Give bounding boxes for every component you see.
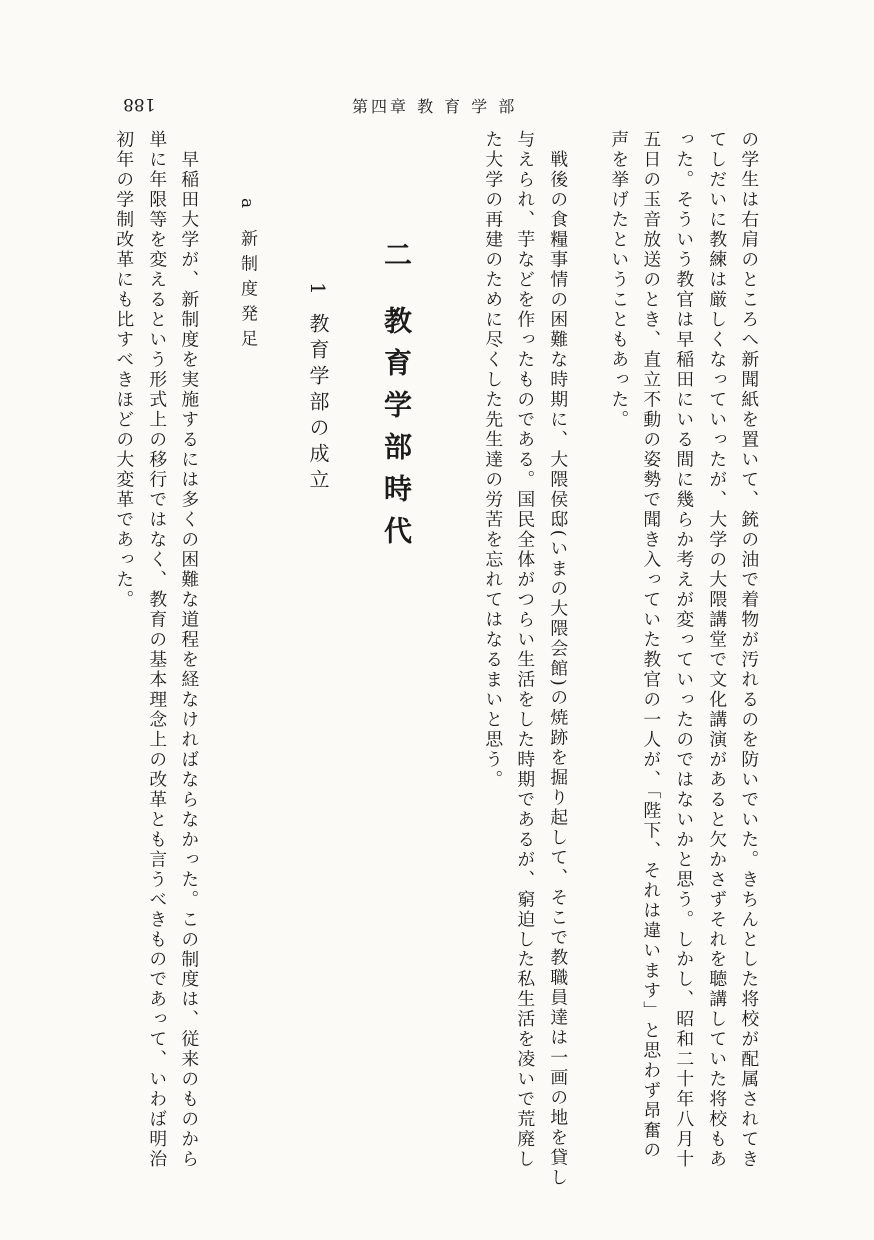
subsubsection-heading: a 新制度発足 [237, 198, 257, 355]
section-text-line: 初年の学制改革にも比すべきほどの大変革であった。 [113, 130, 135, 610]
body-text-line: 与えられ、芋などを作ったものである。国民全体がつらい生活をした時期であるが、窮迫した私生活を凌いで荒廃し [514, 130, 536, 1170]
section-text-line: 単に年限等を変えるという形式上の移行ではなく、教育の基本理念上の改革とも言うべきものであって、いわば明治 [146, 130, 168, 1170]
body-text-line: 声を挙げたということもあった。 [608, 130, 630, 430]
subsection-heading: 1 教育学部の成立 [306, 282, 330, 496]
body-text-line: の学生は右肩のところへ新聞紙を置いて、銃の油で着物が汚れるのを防いでいた。きちんとした将校が配属されてき [738, 130, 760, 1170]
page-number: 188 [123, 94, 156, 114]
body-text-line: った。そういう教官は早稲田にいる間に幾らか考えが変っていったのではないかと思う。しかし、昭和二十年八月十 [673, 130, 695, 1170]
body-text-line: 五日の玉音放送のとき、直立不動の姿勢で聞き入っていた教官の一人が、「陛下、それは違います」と思わず昂奮の [640, 130, 662, 1161]
running-header-chapter-title: 第四章 教 育 学 部 [352, 97, 518, 116]
body-text-line: てしだいに教練は厳しくなっていったが、大学の大隈講堂で文化講演があると欠かさずそれを聴講していた将校もあ [706, 130, 728, 1170]
section-text-line: 早稲田大学が、新制度を実施するには多くの困難な道程を経なければならなかった。この制度は、従来のものから [178, 150, 200, 1170]
body-text-line: 戦後の食糧事情の困難な時期に、大隈侯邸(いまの大隈会館)の焼跡を掘り起して、そこで教職員達は一画の地を貸し [547, 150, 569, 1188]
section-heading: 二 教育学部時代 [380, 240, 413, 558]
body-text-line: た大学の再建のために尽くした先生達の労苦を忘れてはなるまいと思う。 [482, 130, 504, 790]
